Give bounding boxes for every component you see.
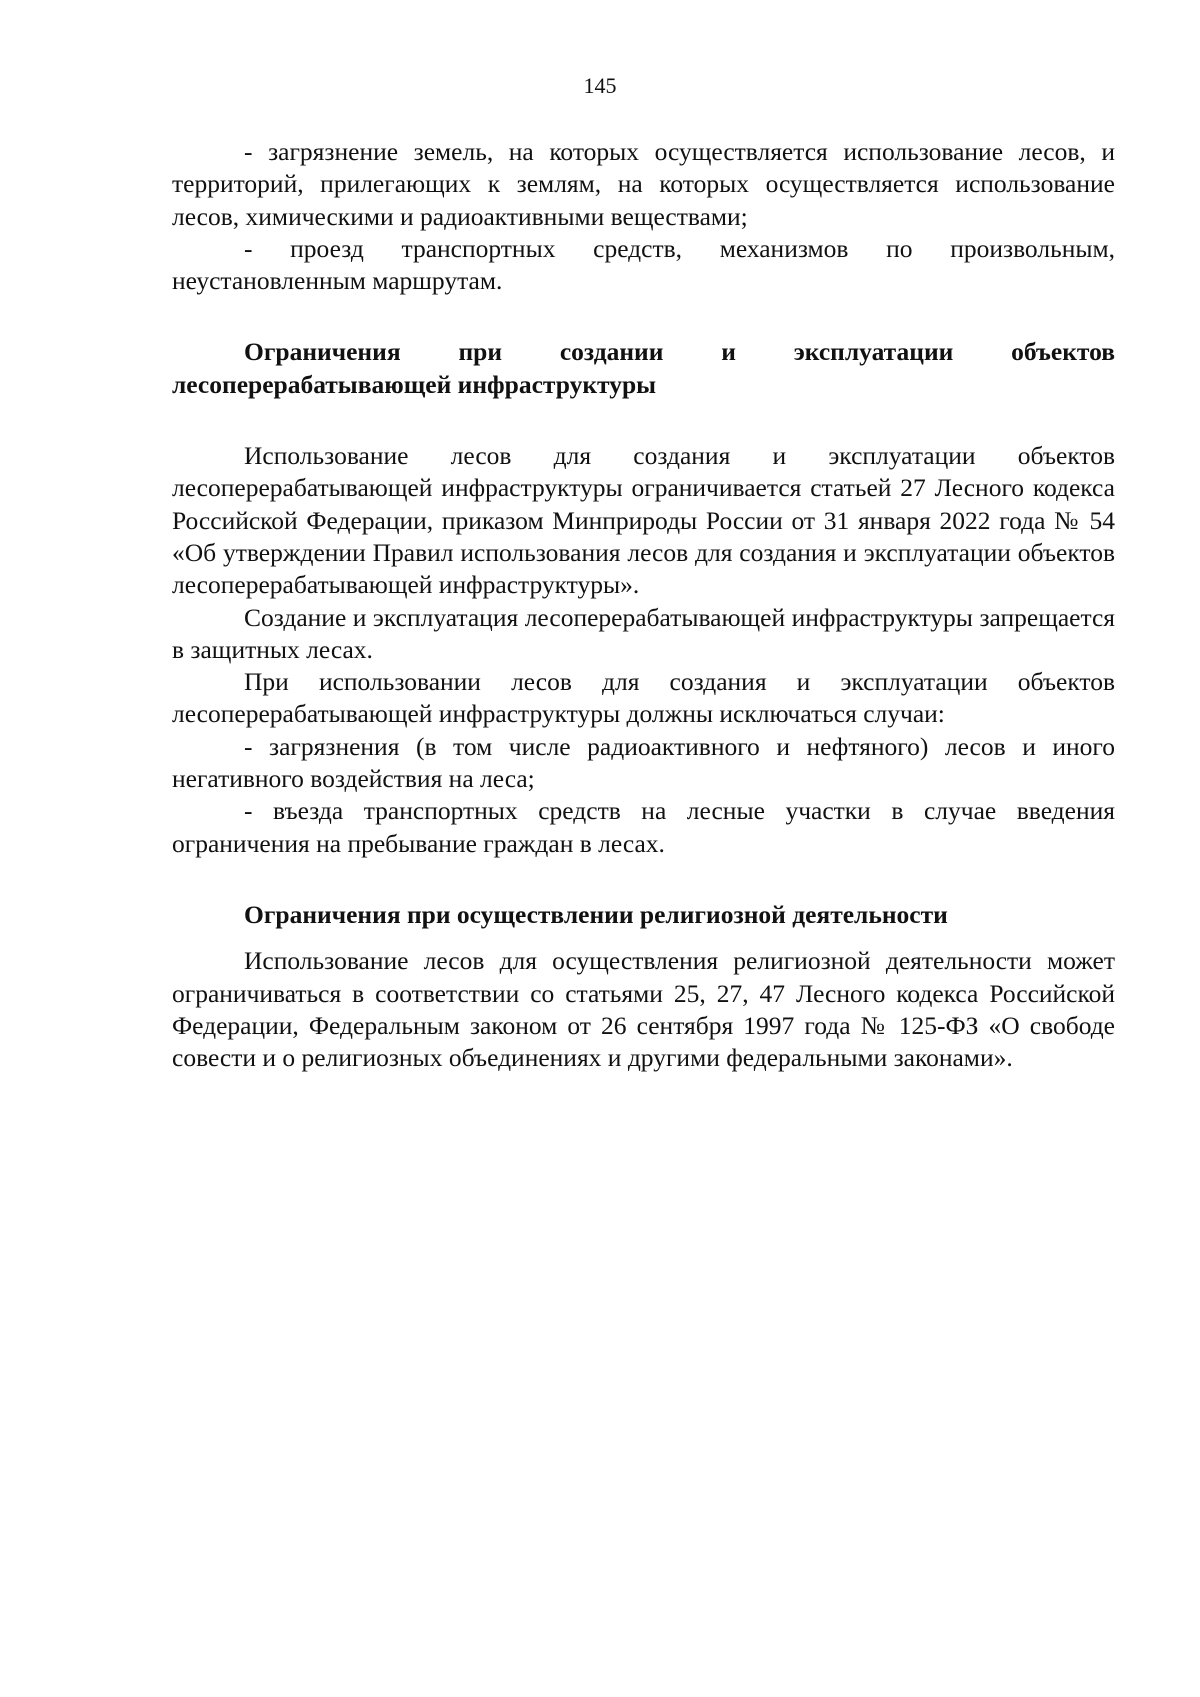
page-number: 145 — [583, 73, 617, 98]
paragraph-religious-activity-legal-basis: Использование лесов для осуществления религиозной деятельности может ограничиваться в соответствии со статьями 25, 27, 47 Лесного кодекса Российской Федерации, Федеральным законом от 26 сентября 1997 года № 125-ФЗ «О свободе совести и о религиозных объединениях и другими федеральными законами». — [172, 946, 1115, 1073]
paragraph-vehicle-passage: - проезд транспортных средств, механизмов по произвольным, неустановленным маршрутам. — [172, 233, 1115, 296]
heading-religious-activity-restrictions: Ограничения при осуществлении религиозной деятельности — [244, 899, 948, 929]
paragraph-pollution-case: - загрязнения (в том числе радиоактивного и нефтяного) лесов и иного негативного воздействия на леса; — [172, 731, 1115, 794]
heading-wood-processing-restrictions: Ограничения при создании и эксплуатации объектов лесоперерабатывающей инфраструктуры — [172, 337, 1115, 399]
paragraph-excluded-cases-intro: При использовании лесов для создания и эксплуатации объектов лесоперерабатывающей инфраструктуры должны исключаться случаи: — [172, 667, 1115, 729]
paragraph-vehicle-entry-case: - въезда транспортных средств на лесные участки в случае введения ограничения на пребывание граждан в лесах. — [172, 796, 1115, 858]
paragraph-protective-forests-ban: Создание и эксплуатация лесоперерабатывающей инфраструктуры запрещается в защитных лесах. — [172, 602, 1115, 664]
paragraph-wood-processing-legal-basis: Использование лесов для создания и эксплуатации объектов лесоперерабатывающей инфраструктуры ограничивается статьей 27 Лесного кодекса Российской Федерации, приказом Минприроды России от 31 января 2022 года № 54 «Об утверждении Правил использования лесов для создания и эксплуатации объектов лесоперерабатывающей инфраструктуры». — [172, 441, 1115, 600]
paragraph-land-pollution: - загрязнение земель, на которых осуществляется использование лесов, и территорий, прилегающих к землям, на которых осуществляется использование лесов, химическими и радиоактивными веществами; — [172, 137, 1115, 231]
page-body — [172, 136, 1115, 1074]
